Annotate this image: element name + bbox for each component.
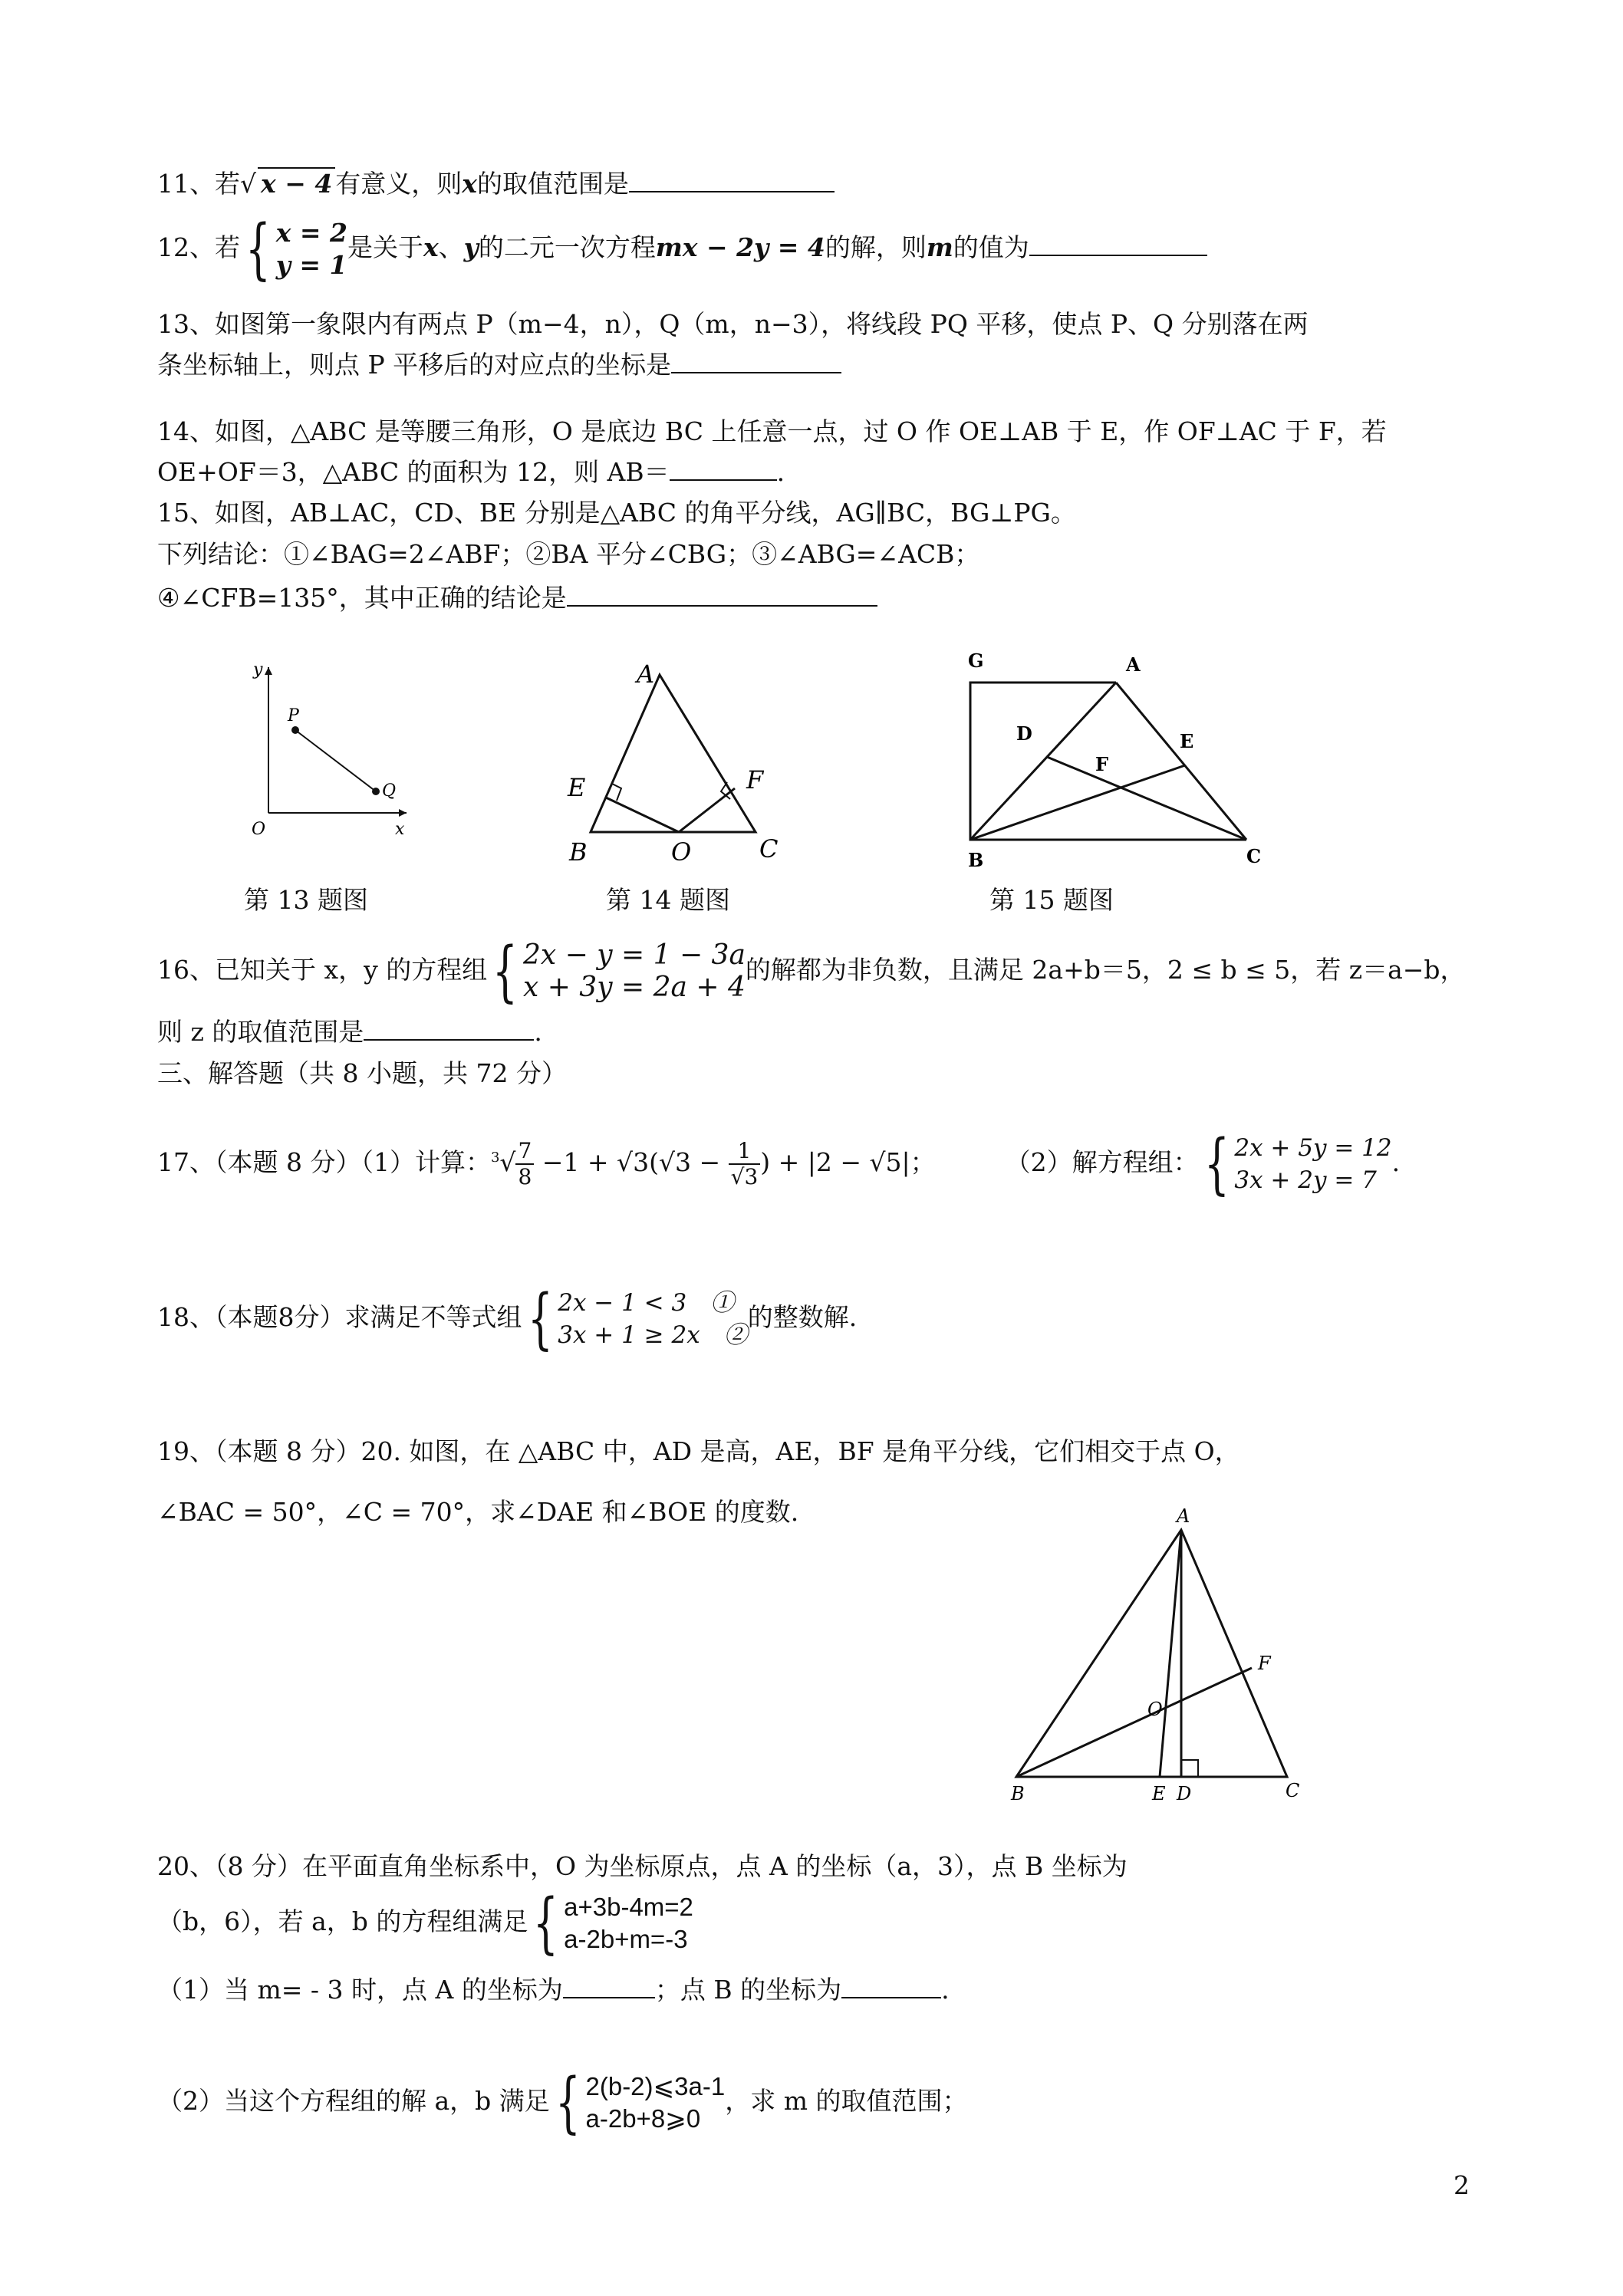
- question-12: 12、若{ x = 2 y = 1 是关于x、y的二元一次方程mx − 2y = 4的解，则m的值为: [157, 213, 1207, 282]
- figure-19: [989, 1507, 1327, 1806]
- vertex-c-label: C: [1286, 1780, 1300, 1801]
- question-18: 18、（本题8分）求满足不等式组{ 2x − 1 < 3 ① 3x + 1 ≥ 2x ② 的整数解.: [157, 1281, 858, 1357]
- vertex-b-label: B: [968, 849, 984, 871]
- question-14-line2: OE+OF＝3，△ABC 的面积为 12，则 AB＝ .: [157, 457, 785, 487]
- figure-15-caption: 第 15 题图: [989, 885, 1114, 915]
- vertex-c-label: C: [759, 834, 779, 863]
- answer-blank[interactable]: [841, 1974, 941, 1998]
- x-axis-label: x: [395, 820, 405, 839]
- point-g-label: G: [968, 650, 984, 672]
- figure-15: [951, 644, 1273, 874]
- answer-blank[interactable]: [629, 168, 835, 192]
- point-o-label: O: [1147, 1699, 1163, 1720]
- answer-blank[interactable]: [364, 1016, 534, 1041]
- y-axis-label: y: [253, 660, 263, 679]
- question-14-line1: 14、如图，△ABC 是等腰三角形，O 是底边 BC 上任意一点，过 O 作 OE⊥AB 于 E，作 OF⊥AC 于 F，若: [157, 416, 1387, 446]
- section-three-heading: 三、解答题（共 8 小题，共 72 分）: [157, 1058, 567, 1088]
- point-f-label: F: [746, 765, 764, 794]
- vertex-b-label: B: [1011, 1783, 1025, 1804]
- question-20-line2: （b，6），若 a，b 的方程组满足{ a+3b-4m=2 a-2b+m=-3: [157, 1885, 693, 1962]
- point-q-label: Q: [382, 781, 397, 801]
- point-f-label: F: [1095, 753, 1109, 775]
- point-f-label: F: [1258, 1653, 1271, 1674]
- origin-label: O: [252, 820, 266, 839]
- vertex-a-label: A: [637, 660, 655, 689]
- vertex-b-label: B: [569, 837, 588, 867]
- figure-14: [560, 660, 805, 874]
- point-e-label: E: [1180, 730, 1194, 752]
- question-13-line1: 13、如图第一象限内有两点 P（m−4，n），Q（m，n−3），将线段 PQ 平移，使点 P、Q 分别落在两: [157, 309, 1309, 339]
- question-13-line2: 条坐标轴上，则点 P 平移后的对应点的坐标是: [157, 349, 841, 380]
- question-15-line2: 下列结论：①∠BAG=2∠ABF；②BA 平分∠CBG；③∠ABG=∠ACB；: [157, 539, 980, 569]
- question-15-line1: 15、如图，AB⊥AC，CD、BE 分别是△ABC 的角平分线，AG∥BC，BG⊥PG。: [157, 498, 1076, 528]
- question-15-line3: ④∠CFB=135°，其中正确的结论是: [157, 582, 877, 613]
- vertex-a-label: A: [1177, 1507, 1190, 1527]
- page-number: 2: [1453, 2170, 1470, 2200]
- figure-13-caption: 第 13 题图: [244, 885, 368, 915]
- figure-13: [230, 660, 430, 851]
- question-20-part1: （1）当 m= - 3 时，点 A 的坐标为 ；点 B 的坐标为 .: [157, 1975, 950, 2005]
- answer-blank[interactable]: [563, 1974, 655, 1998]
- point-e-label: E: [568, 773, 586, 802]
- vertex-a-label: A: [1126, 653, 1141, 676]
- answer-blank[interactable]: [670, 456, 777, 481]
- vertex-c-label: C: [1246, 845, 1262, 867]
- point-e-label: E: [1152, 1783, 1166, 1804]
- question-19-line2: ∠BAC = 50°，∠C = 70°，求∠DAE 和∠BOE 的度数.: [157, 1497, 799, 1527]
- question-16-line2: 则 z 的取值范围是 .: [157, 1017, 542, 1047]
- question-11: 11、若√ x − 4 有意义，则x的取值范围是: [157, 167, 835, 199]
- point-p-label: P: [288, 706, 299, 725]
- question-17: 17、（本题 8 分）（1）计算：$^3$√ $\frac{7}{8}$ −1 + √3(√3 − $\frac{1}{√3}$ ) + |2 − √5|； （2）解方程组：{ 2x + 5y = 12 3x + 2y = 7 .: [157, 1126, 1401, 1202]
- point-d-label: D: [1016, 722, 1032, 745]
- point-d-label: D: [1177, 1783, 1192, 1804]
- question-20-part2: （2）当这个方程组的解 a，b 满足{ 2(b-2)⩽3a-1 a-2b+8⩾0 ，求 m 的取值范围；: [157, 2064, 968, 2141]
- figure-14-caption: 第 14 题图: [606, 885, 730, 915]
- question-16: 16、已知关于 x，y 的方程组{ 2x − y = 1 − 3a x + 3y = 2a + 4 的解都为非负数，且满足 2a+b＝5，2 ≤ b ≤ 5，若 z＝a−b，: [157, 933, 1466, 1010]
- answer-blank[interactable]: [671, 349, 841, 373]
- answer-blank[interactable]: [567, 582, 877, 607]
- point-o-label: O: [671, 837, 692, 867]
- question-20-line1: 20、（8 分）在平面直角坐标系中，O 为坐标原点，点 A 的坐标（a，3），点 B 坐标为: [157, 1851, 1128, 1881]
- answer-blank[interactable]: [1029, 232, 1207, 256]
- question-19-line1: 19、（本题 8 分）20. 如图，在 △ABC 中，AD 是高，AE，BF 是角平分线，它们相交于点 O，: [157, 1436, 1240, 1466]
